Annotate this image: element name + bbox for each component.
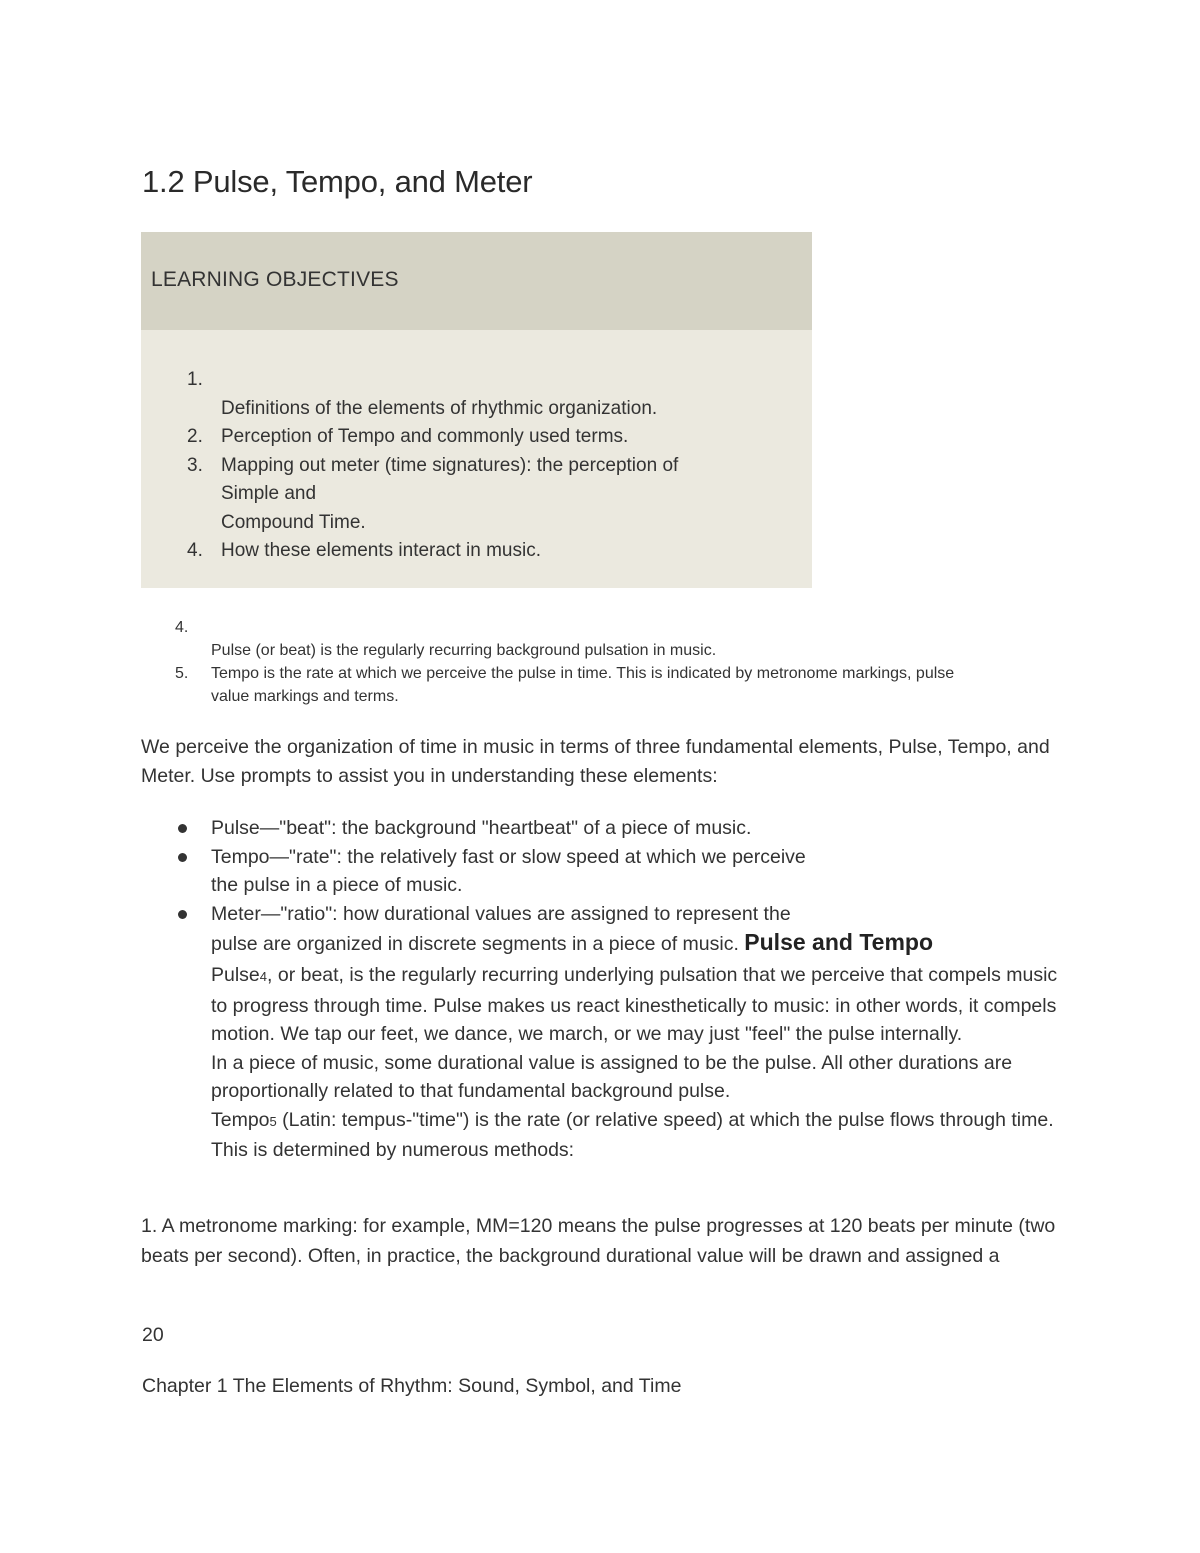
footnote-text: Pulse (or beat) is the regularly recurring background pulsation in music. [211,642,717,659]
objective-text: Definitions of the elements of rhythmic organization. [221,397,658,419]
objective-text [221,366,812,395]
objective-item [141,423,812,452]
intro-paragraph: We perceive the organization of time in music in terms of three fundamental elements, Pulse, Tempo, and Meter. Use prompts to assist you in understanding these elements: [141,736,1050,787]
pulse-tempo-body [211,961,1061,1165]
bullet-text: Meter—"ratio": how durational values are assigned to represent the [211,902,791,925]
objective-text: Simple and [221,483,317,504]
footnote-text: value markings and terms. [211,688,399,705]
footnote-list [141,616,1061,708]
footnote-ref: 5 [269,1113,277,1129]
duration-paragraph: In a piece of music, some durational value is assigned to be the pulse. All other durations are proportionally related to that fundamental background pulse. [211,1051,1013,1102]
objective-text: Mapping out meter (time signatures): the perception of [221,454,679,476]
learning-objectives-list [141,366,812,566]
bullet-text: Tempo—"rate": the relatively fast or slow speed at which we perceive [211,845,806,868]
page-number: 20 [142,1324,164,1346]
objective-number: 2. [187,426,203,447]
objective-text: How these elements interact in music. [221,540,541,561]
bullet-tempo [141,843,1061,900]
bullet-meter [141,900,1061,959]
section-heading: Pulse and Tempo [744,929,934,955]
tempo-term: Tempo [211,1108,270,1131]
pulse-paragraph [211,961,1061,1049]
bullet-pulse [141,814,1061,843]
pulse-term: Pulse [211,964,260,986]
footnote-text [211,616,1061,639]
footnote-number: 5. [175,665,189,682]
bullet-dot-icon [178,824,187,833]
pulse-text: , or beat, is the regularly recurring underlying pulsation that we perceive that compels music to progress through time. Pulse makes us react kinesthetically to music: in other words, it compels motion. We tap our feet, we dance, we march, or we may just "feel" the pulse internally. [211,964,1058,1045]
objective-text: Perception of Tempo and commonly used terms. [221,426,629,447]
elements-bullet-list [141,814,1061,959]
objective-item [141,452,812,538]
objective-text: Compound Time. [221,511,366,533]
objective-number: 4. [187,540,203,561]
bullet-dot-icon [178,910,187,919]
footnote-number: 4. [175,619,189,636]
metronome-paragraph: 1. A metronome marking: for example, MM=120 means the pulse progresses at 120 beats per minute (two beats per second). Often, in practice, the background durational value will be drawn and assigned a [141,1215,1056,1267]
learning-objectives-box [141,232,812,588]
objective-item [141,366,812,423]
footnote-item [141,616,1061,662]
bullet-dot-icon [178,853,187,862]
footnote-text: Tempo is the rate at which we perceive the pulse in time. This is indicated by metronome markings, pulse [211,665,955,682]
footnote-ref: 4 [259,969,268,984]
objective-number: 1. [187,369,203,390]
objective-number: 3. [187,454,203,476]
learning-objectives-header: LEARNING OBJECTIVES [141,232,812,330]
chapter-footer: Chapter 1 The Elements of Rhythm: Sound, Symbol, and Time [142,1375,682,1397]
bullet-text: pulse are organized in discrete segments in a piece of music. [211,933,739,955]
tempo-paragraph [211,1106,1061,1165]
footnote-item [141,662,1061,708]
page-title: 1.2 Pulse, Tempo, and Meter [142,164,533,199]
bullet-text: Pulse—"beat": the background "heartbeat" of a piece of music. [211,817,752,839]
bullet-text: the pulse in a piece of music. [211,874,463,896]
tempo-text: (Latin: tempus-"time") is the rate (or relative speed) at which the pulse flows through time. This is determined by numerous methods: [211,1108,1054,1161]
bullet-text-line [211,928,1061,959]
objective-item [141,537,812,566]
